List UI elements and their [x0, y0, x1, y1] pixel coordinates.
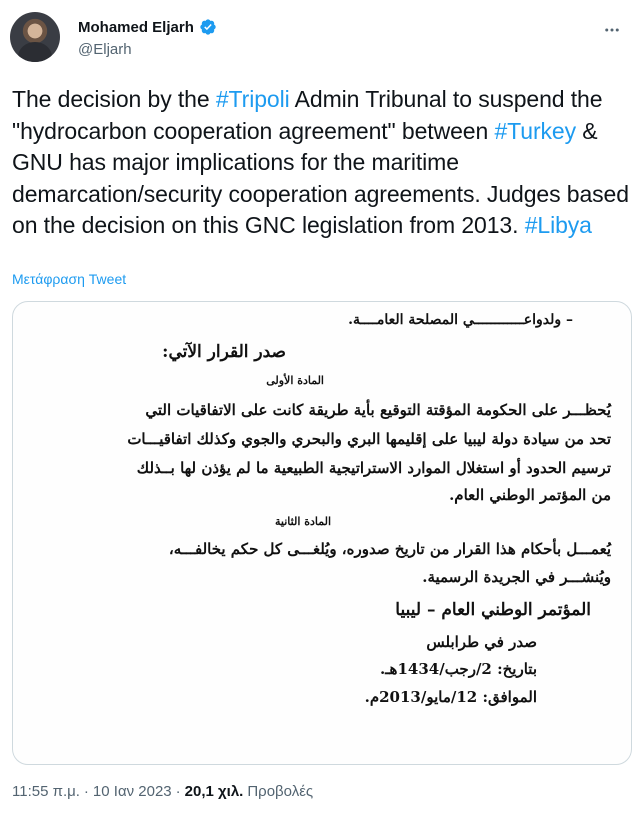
more-options-icon	[603, 21, 621, 39]
hashtag-turkey[interactable]: #Turkey	[494, 117, 576, 144]
author-handle[interactable]: @Eljarh	[78, 41, 132, 58]
tweet-media-image[interactable]	[12, 301, 632, 765]
doc-line: يُحظـــر على الحكومة المؤقتة التوقيع بأية طريقة كانت على الاتفاقيات التي	[145, 401, 611, 419]
doc-line: من المؤتمر الوطني العام.	[449, 486, 611, 504]
tweet-text	[12, 84, 632, 242]
author-display-name[interactable]: Mohamed Eljarh	[78, 18, 194, 36]
more-options-button[interactable]	[598, 16, 626, 44]
doc-article-title: المادة الأولى	[266, 374, 324, 387]
verified-badge-icon	[199, 18, 217, 36]
doc-signature-heading: المؤتمر الوطني العام – ليبيا	[395, 600, 591, 620]
translate-tweet-link[interactable]: Μετάφραση Tweet	[12, 271, 127, 287]
tweet-text-part: & GNU has major implications for the maritime demarcation/security cooperation agreements. Judges based on the decision on this GNC legislation from 2013.	[12, 117, 629, 238]
doc-line: يُعمـــل بأحكام هذا القرار من تاريخ صدوره، ويُلغـــى كل حكم يخالفـــه،	[168, 540, 611, 558]
doc-line: الموافق: 12/مايو/2013م.	[364, 688, 537, 706]
tweet-time[interactable]: 11:55 π.μ.	[12, 783, 80, 800]
doc-line: صدر في طرابلس	[426, 633, 537, 651]
views-label[interactable]: Προβολές	[247, 783, 314, 800]
meta-separator: ·	[83, 783, 89, 800]
doc-line: ويُنشـــر في الجريدة الرسمية.	[422, 568, 611, 586]
doc-line: تحد من سيادة دولة ليبيا على إقليمها البري والبحري والجوي وكذلك اتفاقيـــات	[127, 430, 611, 448]
views-count[interactable]: 20,1 χιλ.	[184, 783, 244, 800]
doc-line: – ولدواعــــــــــــي المصلحة العامــــة.	[348, 312, 573, 328]
doc-article-title: المادة الثانية	[275, 515, 331, 528]
author-name-row[interactable]	[78, 18, 217, 36]
meta-separator: ·	[175, 783, 181, 800]
scanned-document	[13, 302, 631, 764]
tweet-text-part: The decision by the	[12, 86, 216, 112]
tweet-text-part: Admin Tribunal to suspend the "hydrocarbon cooperation agreement" between	[12, 86, 603, 144]
tweet-date[interactable]: 10 Ιαν 2023	[92, 783, 172, 800]
tweet-metadata	[12, 783, 313, 800]
avatar[interactable]	[10, 12, 60, 62]
doc-heading: صدر القرار الآتي:	[162, 342, 286, 362]
doc-line: بتاريخ: 2/رجب/1434هـ.	[379, 660, 537, 678]
hashtag-libya[interactable]: #Libya	[524, 212, 592, 238]
doc-line: ترسيم الحدود أو استغلال الموارد الاستراتيجية الطبيعية ما لم يؤذن لها بــذلك	[136, 459, 611, 477]
hashtag-tripoli[interactable]: #Tripoli	[215, 86, 290, 112]
tweet-header	[10, 10, 630, 66]
